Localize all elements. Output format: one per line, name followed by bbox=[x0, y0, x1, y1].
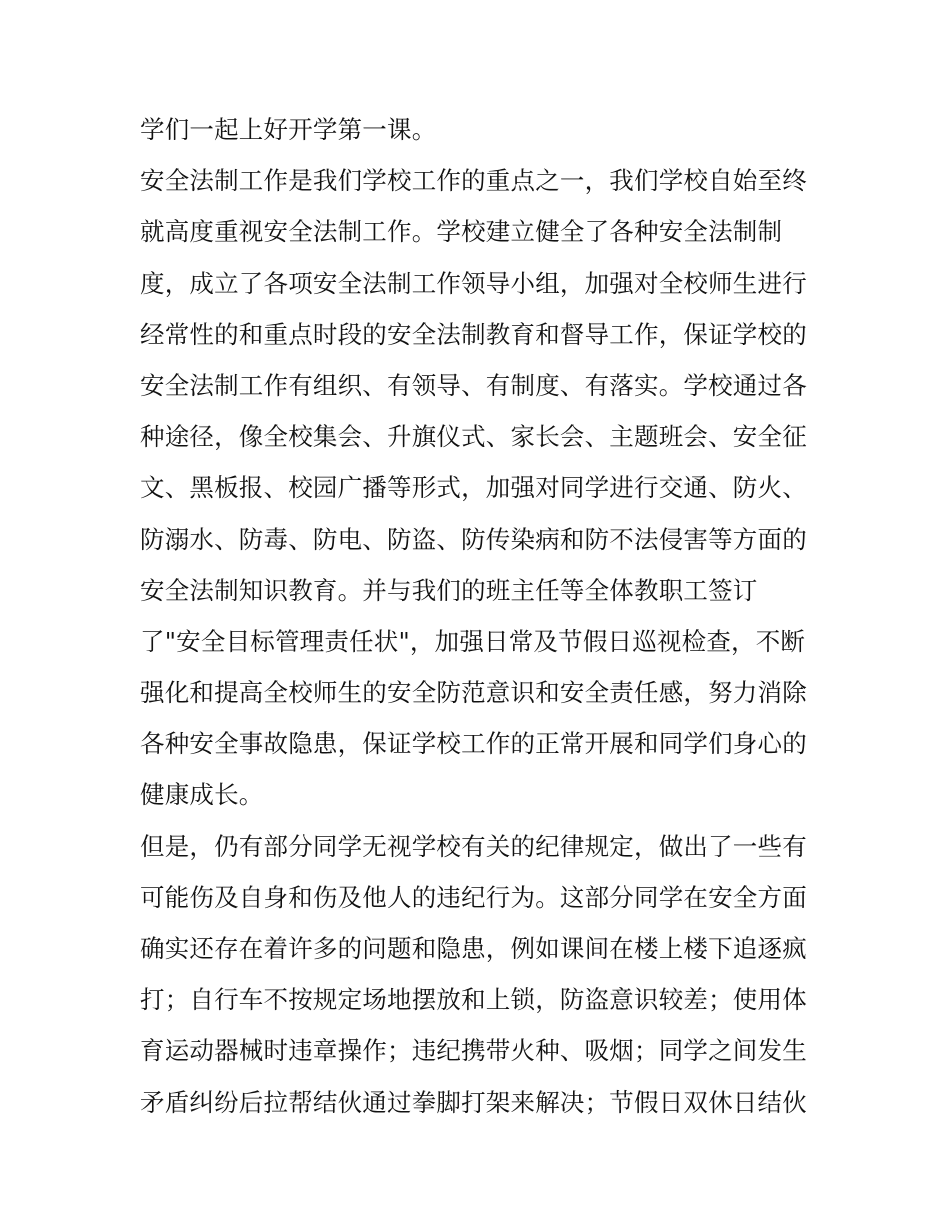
text-line: 就高度重视安全法制工作。学校建立健全了各种安全法制制 bbox=[140, 217, 783, 247]
text-line: 防溺水、防毒、防电、防盗、防传染病和防不法侵害等方面的 bbox=[140, 524, 807, 554]
text-line: 强化和提高全校师生的安全防范意识和安全责任感，努力消除 bbox=[140, 678, 807, 708]
text-line: 可能伤及自身和伤及他人的违纪行为。这部分同学在安全方面 bbox=[140, 882, 807, 912]
text-line: 安全法制知识教育。并与我们的班主任等全体教职工签订 bbox=[140, 575, 758, 605]
text-line: 育运动器械时违章操作；违纪携带火种、吸烟；同学之间发生 bbox=[140, 1036, 807, 1066]
text-line: 学们一起上好开学第一课。 bbox=[140, 115, 437, 144]
text-line: 但是，仍有部分同学无视学校有关的纪律规定，做出了一些有 bbox=[140, 831, 807, 861]
text-line: 文、黑板报、校园广播等形式，加强对同学进行交通、防火、 bbox=[140, 473, 807, 503]
text-line: 健康成长。 bbox=[140, 780, 264, 810]
document-body bbox=[140, 104, 820, 1128]
text-line: 各种安全事故隐患，保证学校工作的正常开展和同学们身心的 bbox=[140, 729, 807, 759]
text-line: 矛盾纠纷后拉帮结伙通过拳脚打架来解决；节假日双休日结伙 bbox=[140, 1087, 807, 1117]
text-line: 度，成立了各项安全法制工作领导小组，加强对全校师生进行 bbox=[140, 268, 807, 298]
text-line: 了"安全目标管理责任状"，加强日常及节假日巡视检查，不断 bbox=[140, 626, 806, 656]
text-line: 安全法制工作是我们学校工作的重点之一，我们学校自始至终 bbox=[140, 166, 807, 196]
text-line: 安全法制工作有组织、有领导、有制度、有落实。学校通过各 bbox=[140, 370, 807, 400]
text-line: 打；自行车不按规定场地摆放和上锁，防盗意识较差；使用体 bbox=[140, 985, 807, 1015]
text-line: 确实还存在着许多的问题和隐患，例如课间在楼上楼下追逐疯 bbox=[140, 934, 807, 963]
text-line: 经常性的和重点时段的安全法制教育和督导工作，保证学校的 bbox=[140, 319, 807, 349]
text-line: 种途径，像全校集会、升旗仪式、家长会、主题班会、安全征 bbox=[140, 422, 807, 452]
